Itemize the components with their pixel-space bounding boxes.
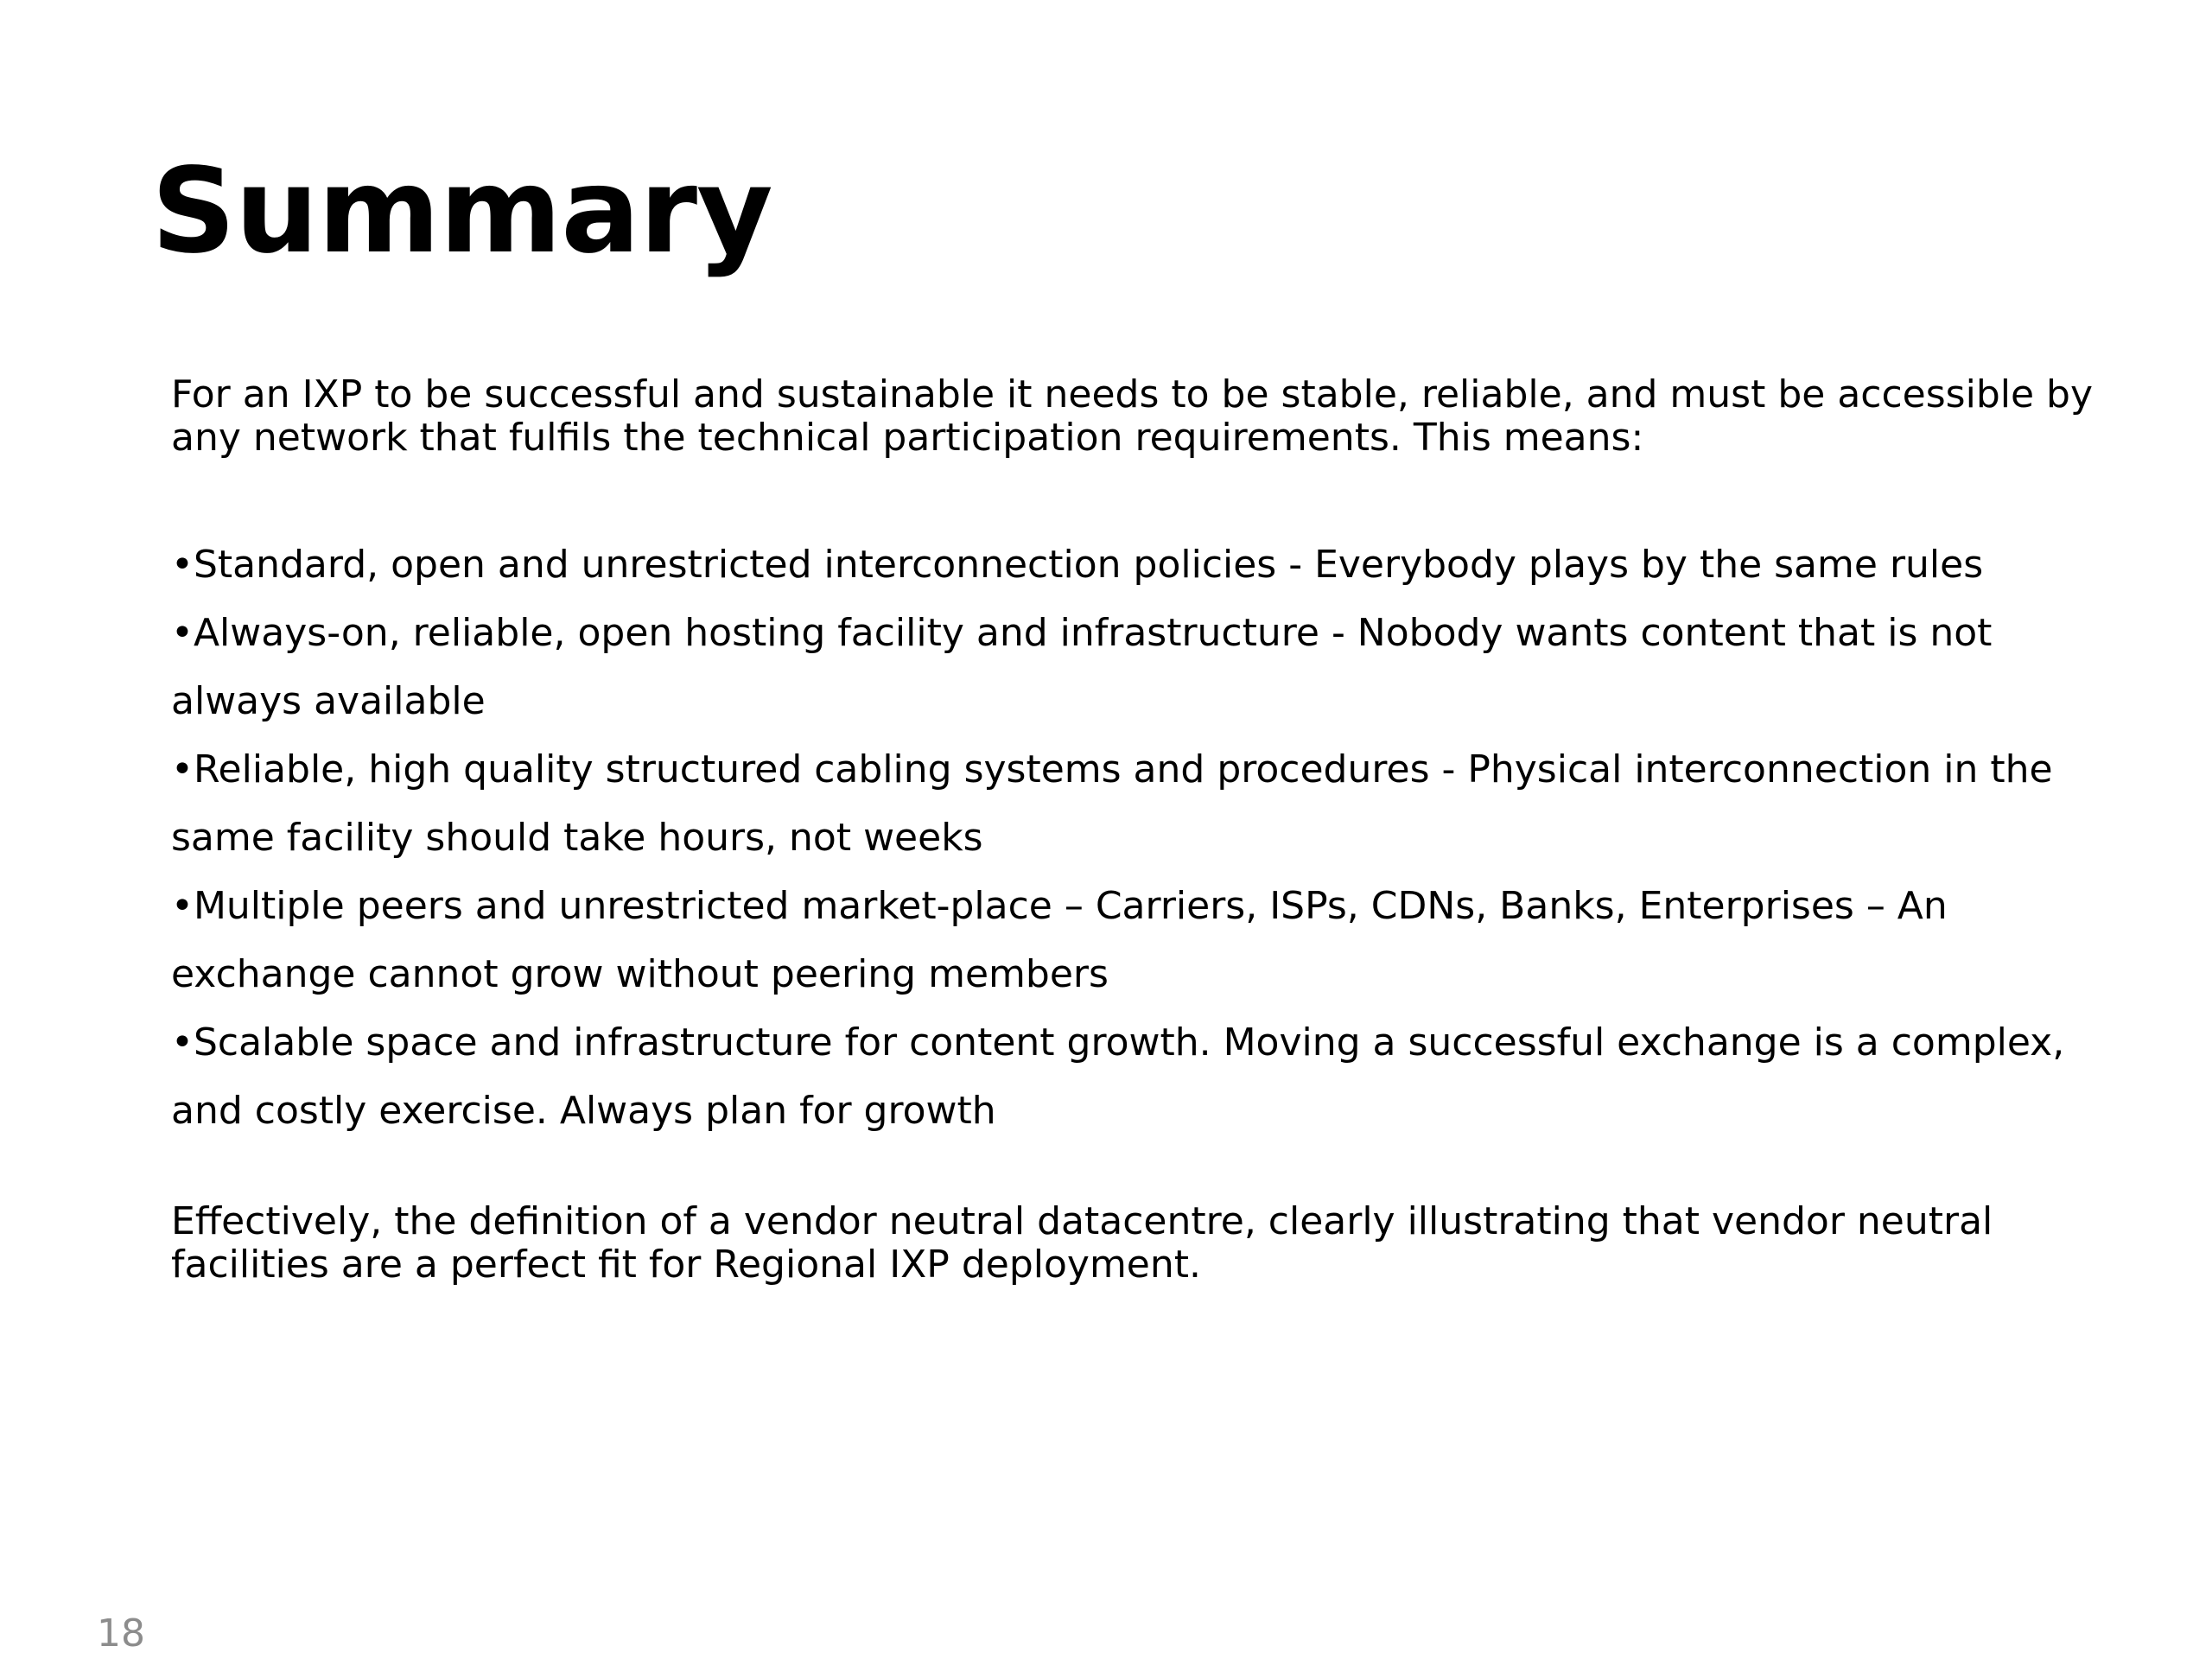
- slide-body: [171, 373, 2107, 1287]
- list-item: •Always-on, reliable, open hosting facility and infrastructure - Nobody wants content that is not always available: [171, 611, 1993, 723]
- requirements-list: [171, 531, 2107, 1145]
- page-number: 18: [97, 1611, 145, 1656]
- slide-title: Summary: [151, 143, 772, 280]
- intro-paragraph: For an IXP to be successful and sustainable it needs to be stable, reliable, and must be accessible by any network that fulfils the technical participation requirements. This means:: [171, 372, 2093, 460]
- list-item: •Standard, open and unrestricted interconnection policies - Everybody plays by the same rules: [171, 543, 1984, 587]
- list-item: •Scalable space and infrastructure for content growth. Moving a successful exchange is a complex, and costly exercise. Always plan for growth: [171, 1020, 2065, 1133]
- list-item: •Multiple peers and unrestricted market-place – Carriers, ISPs, CDNs, Banks, Enterprises – An exchange cannot grow without peering members: [171, 884, 1948, 996]
- conclusion-paragraph: Effectively, the definition of a vendor neutral datacentre, clearly illustrating that vendor neutral facilities are a perfect fit for Regional IXP deployment.: [171, 1199, 1993, 1287]
- list-item: •Reliable, high quality structured cabling systems and procedures - Physical interconnection in the same facility should take hours, not weeks: [171, 747, 2053, 860]
